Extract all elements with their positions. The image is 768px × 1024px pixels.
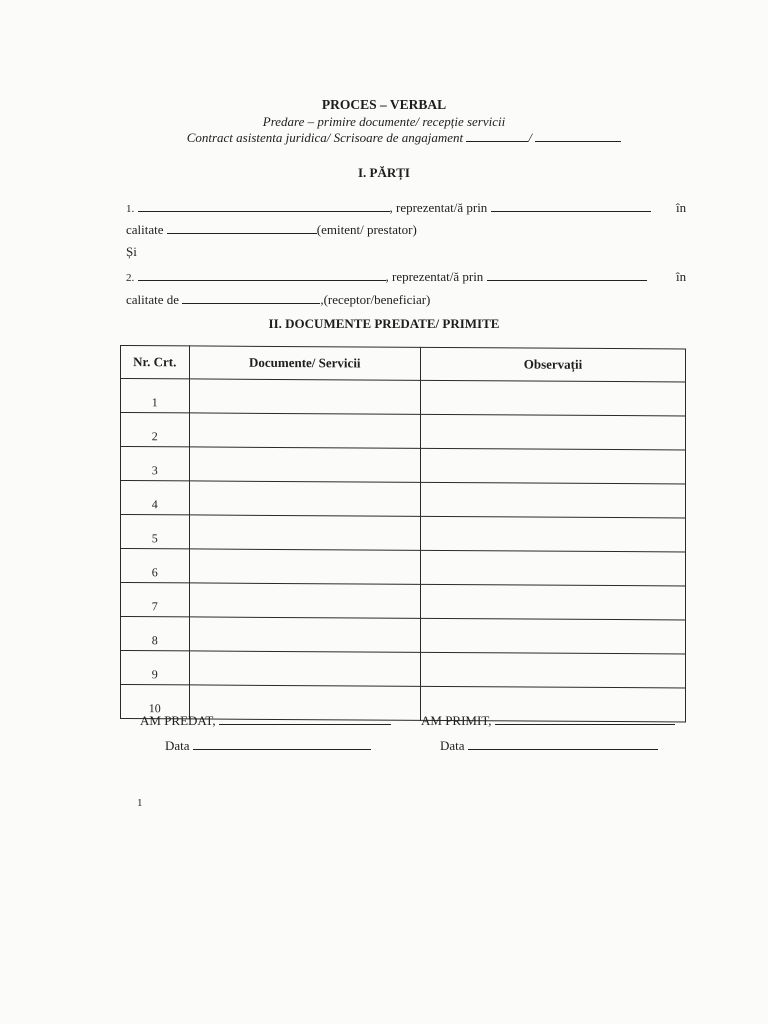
table-row [121,651,686,688]
party-2-name-blank [138,270,386,281]
table-row [121,379,686,416]
observatii-cell[interactable] [420,380,685,416]
table-row [121,481,686,518]
party-1-name-blank [138,201,390,212]
contract-separator: / [528,130,533,145]
row-number: 3 [121,447,190,481]
row-number: 2 [121,413,190,447]
party-1-role-blank [167,223,317,234]
party-1-calitate: calitate [126,222,164,237]
row-number: 1 [121,379,190,413]
observatii-cell[interactable] [420,584,685,620]
table-row [121,583,686,620]
observatii-cell[interactable] [420,550,685,586]
document-subtitle: Predare – primire documente/ recepție servicii [262,114,506,129]
data-right-label: Data [440,738,465,753]
table-header-row [121,346,686,382]
contract-number-blank [466,131,528,142]
documents-table [120,345,686,722]
document-title: PROCES – VERBAL [321,97,447,112]
observatii-cell[interactable] [420,652,685,688]
observatii-cell[interactable] [420,482,685,518]
am-primit-label: AM PRIMIT, [421,713,492,728]
section-parti-heading: I. PĂRȚI [357,165,410,180]
documente-cell[interactable] [189,481,420,516]
documente-cell[interactable] [189,651,420,686]
party-2-representative-blank [487,270,647,281]
party-2-calitate: calitate de [126,292,180,307]
party-2-number: 2. [126,272,135,284]
row-number: 10 [121,685,190,719]
party-1-in: în [676,200,687,215]
column-header-nr: Nr. Crt. [121,346,190,379]
party-2-in: în [676,269,687,284]
table-row [121,447,686,484]
data-right-blank[interactable] [468,739,658,750]
documente-cell[interactable] [189,617,420,652]
documente-cell[interactable] [189,379,420,414]
column-header-documente: Documente/ Servicii [189,346,420,380]
party-1-role-line [126,222,417,238]
data-left-blank[interactable] [193,739,371,750]
observatii-cell[interactable] [420,414,685,450]
party-2-role-blank [182,293,320,304]
party-si: Și [126,244,137,259]
page-number: 1 [137,797,143,809]
contract-date-blank [535,131,621,142]
contract-line [20,130,768,146]
section-documente-heading: II. DOCUMENTE PREDATE/ PRIMITE [268,316,500,331]
observatii-cell[interactable] [420,516,685,552]
party-2-line [126,269,647,285]
data-right-line [440,738,658,754]
row-number: 7 [121,583,190,617]
documente-cell[interactable] [189,583,420,618]
data-left-label: Data [165,738,190,753]
contract-label: Contract asistenta juridica/ Scrisoare de angajament [186,130,464,145]
row-number: 4 [121,481,190,515]
am-primit-line [421,713,675,729]
party-2-represented: , reprezentat/ă prin [385,269,484,284]
row-number: 8 [121,617,190,651]
data-left-line [165,738,371,754]
row-number: 5 [121,515,190,549]
observatii-cell[interactable] [420,448,685,484]
documente-cell[interactable] [189,447,420,482]
row-number: 6 [121,549,190,583]
party-2-role: ,(receptor/beneficiar) [320,292,431,307]
column-header-observatii: Observații [420,347,685,382]
party-1-represented: , reprezentat/ă prin [389,200,488,215]
row-number: 9 [121,651,190,685]
am-predat-label: AM PREDAT, [140,713,216,728]
party-1-number: 1. [126,203,135,215]
table-row [121,515,686,552]
documente-cell[interactable] [189,413,420,448]
documente-cell[interactable] [189,515,420,550]
party-2-role-line [126,292,430,308]
party-1-line [126,200,651,216]
am-predat-line [140,713,391,729]
party-1-representative-blank [491,201,651,212]
party-1-role: (emitent/ prestator) [316,222,417,237]
table-row [121,413,686,450]
observatii-cell[interactable] [420,618,685,654]
am-primit-blank[interactable] [495,714,675,725]
table-row [121,617,686,654]
table-row [121,549,686,586]
am-predat-blank[interactable] [219,714,391,725]
documente-cell[interactable] [189,549,420,584]
